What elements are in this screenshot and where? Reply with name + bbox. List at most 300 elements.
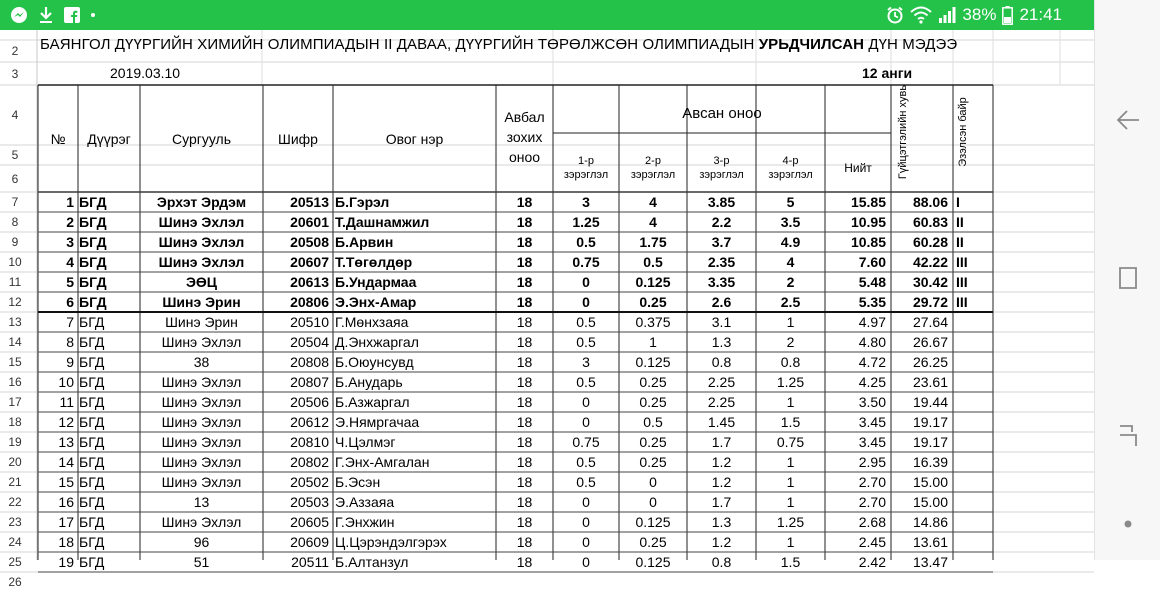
- cell-code[interactable]: 20605: [290, 514, 329, 530]
- cell-total[interactable]: 5.35: [858, 294, 886, 310]
- cell-t2[interactable]: 4: [649, 194, 657, 210]
- sheet-title: [40, 36, 957, 53]
- cell-code[interactable]: 20808: [290, 354, 329, 370]
- row-number[interactable]: 9: [11, 235, 19, 249]
- cell-district[interactable]: БГД: [79, 454, 105, 470]
- status-left: [10, 5, 96, 25]
- cell-pct[interactable]: 60.83: [912, 214, 948, 230]
- cell-t1[interactable]: 1.25: [572, 214, 600, 230]
- cell-name[interactable]: Б.Арвин: [335, 234, 394, 250]
- cell-t1[interactable]: 0: [582, 394, 590, 410]
- cell-t3[interactable]: 1.7: [711, 494, 732, 510]
- battery-percent: 38%: [962, 5, 997, 24]
- cell-t2[interactable]: 0.25: [639, 434, 667, 450]
- cell-t2[interactable]: 0.25: [639, 454, 667, 470]
- cell-no[interactable]: 2: [66, 214, 74, 230]
- cell-code[interactable]: 20613: [290, 274, 329, 290]
- cell-name[interactable]: Б.Алтанзул: [335, 554, 409, 570]
- cell-name[interactable]: Б.Гэрэл: [335, 194, 390, 210]
- title-normal: БАЯНГОЛ ДҮҮРГИЙН ХИМИЙН ОЛИМПИАДЫН II ДАВАА, ДҮҮРГИЙН ТӨРӨЛЖСӨН ОЛИМПИАДЫН: [40, 36, 759, 53]
- row-number[interactable]: 2: [11, 44, 19, 58]
- cell-total[interactable]: 2.95: [858, 454, 886, 470]
- cell-t2[interactable]: 0: [649, 494, 657, 510]
- cell-district[interactable]: БГД: [79, 234, 107, 250]
- row-number[interactable]: 26: [8, 575, 22, 589]
- cell-district[interactable]: БГД: [79, 494, 105, 510]
- header-task4-a: 4-р: [782, 155, 799, 167]
- cell-t3[interactable]: 2.2: [711, 214, 732, 230]
- row-number[interactable]: 15: [8, 355, 22, 369]
- cell-t1[interactable]: 0: [582, 414, 590, 430]
- cell-max[interactable]: 18: [516, 334, 533, 350]
- row-number[interactable]: 20: [8, 455, 22, 469]
- grade-cell[interactable]: 12 анги: [862, 65, 913, 81]
- battery-icon: [1002, 6, 1013, 25]
- cell-name[interactable]: Ч.Цэлмэг: [335, 434, 396, 450]
- cell-t1[interactable]: 3: [582, 194, 590, 210]
- row-number[interactable]: 14: [8, 335, 22, 349]
- cell-code[interactable]: 20510: [290, 314, 329, 330]
- row-number[interactable]: 25: [8, 555, 22, 569]
- cell-t2[interactable]: 1: [649, 334, 657, 350]
- cell-total[interactable]: 2.70: [858, 474, 886, 490]
- menu-icon[interactable]: [1112, 420, 1144, 452]
- cell-code[interactable]: 20504: [290, 334, 329, 350]
- cell-code[interactable]: 20601: [290, 214, 329, 230]
- cell-max[interactable]: 18: [516, 514, 533, 530]
- cell-t1[interactable]: 0: [582, 534, 590, 550]
- cell-district[interactable]: БГД: [79, 394, 105, 410]
- cell-total[interactable]: 4.25: [858, 374, 886, 390]
- cell-code[interactable]: 20607: [290, 254, 329, 270]
- cell-pct[interactable]: 14.86: [912, 514, 948, 530]
- header-task3-b: зэрэглэл: [699, 169, 744, 181]
- cell-pct[interactable]: 15.00: [912, 474, 948, 490]
- cell-pct[interactable]: 16.39: [912, 454, 948, 470]
- alarm-icon: [886, 6, 904, 24]
- cell-t3[interactable]: 3.85: [707, 194, 736, 210]
- header-task1-a: 1-р: [578, 155, 594, 167]
- cell-max[interactable]: 18: [516, 534, 533, 550]
- cell-pct[interactable]: 19.17: [912, 414, 948, 430]
- cell-pct[interactable]: 19.44: [912, 394, 948, 410]
- cell-place[interactable]: III: [956, 294, 968, 310]
- header-percent: Гүйцэтгэлийн хувь: [897, 84, 909, 180]
- cell-max[interactable]: 18: [516, 434, 533, 450]
- cell-school[interactable]: Шинэ Эхлэл: [161, 514, 242, 530]
- cell-t2[interactable]: 0.25: [639, 294, 667, 310]
- header-task2-a: 2-р: [645, 155, 661, 167]
- cell-school[interactable]: Шинэ Эрин: [162, 294, 241, 310]
- cell-district[interactable]: БГД: [79, 374, 105, 390]
- dot-icon: [90, 12, 96, 18]
- cell-school[interactable]: Шинэ Эхлэл: [158, 254, 245, 270]
- cell-name[interactable]: Б.Азжаргал: [335, 394, 410, 410]
- cell-t3[interactable]: 3.7: [711, 234, 732, 250]
- cell-district[interactable]: БГД: [79, 554, 105, 570]
- cell-t4[interactable]: 2.5: [780, 294, 801, 310]
- cell-max[interactable]: 18: [516, 294, 533, 310]
- cell-t1[interactable]: 0.5: [576, 374, 596, 390]
- cell-t4[interactable]: 1.25: [776, 514, 805, 530]
- back-icon[interactable]: [1112, 104, 1144, 136]
- header-max-2: зохих: [506, 129, 543, 145]
- cell-max[interactable]: 18: [516, 254, 533, 270]
- cell-code[interactable]: 20807: [290, 374, 329, 390]
- cell-school[interactable]: Шинэ Эрин: [165, 314, 238, 330]
- cell-no[interactable]: 9: [66, 354, 74, 370]
- cell-code[interactable]: 20511: [291, 554, 329, 570]
- cell-name[interactable]: Б.Оюунсувд: [335, 354, 414, 370]
- cell-t2[interactable]: 4: [649, 214, 657, 230]
- cell-no[interactable]: 15: [58, 474, 74, 490]
- cell-school[interactable]: Эрхэт Эрдэм: [156, 194, 247, 210]
- cell-no[interactable]: 16: [58, 494, 74, 510]
- cell-pct[interactable]: 26.67: [912, 334, 948, 350]
- cell-district[interactable]: БГД: [79, 514, 105, 530]
- cell-school[interactable]: 51: [193, 554, 210, 570]
- row-number[interactable]: 8: [11, 215, 19, 229]
- cell-name[interactable]: Д.Энхжаргал: [335, 334, 419, 350]
- cell-total[interactable]: 2.42: [858, 554, 886, 570]
- cell-t2[interactable]: 0.125: [635, 274, 671, 290]
- cell-school[interactable]: ЭӨЦ: [185, 274, 218, 290]
- cell-school[interactable]: Шинэ Эхлэл: [161, 454, 242, 470]
- cell-t4[interactable]: 5: [786, 194, 795, 210]
- cell-district[interactable]: БГД: [79, 274, 107, 290]
- cell-school[interactable]: Шинэ Эхлэл: [161, 474, 242, 490]
- cell-school[interactable]: Шинэ Эхлэл: [161, 434, 242, 450]
- cell-max[interactable]: 18: [516, 214, 533, 230]
- cell-t4[interactable]: 0.8: [780, 354, 801, 370]
- row-number[interactable]: 4: [11, 108, 19, 122]
- row-number[interactable]: 21: [8, 475, 22, 489]
- cell-t4[interactable]: 1.5: [780, 414, 801, 430]
- cell-t3[interactable]: 1.7: [711, 434, 732, 450]
- cell-name[interactable]: Г.Энх-Амгалан: [335, 454, 430, 470]
- cell-t3[interactable]: 2.6: [711, 294, 732, 310]
- cell-pct[interactable]: 13.47: [912, 554, 948, 570]
- cell-no[interactable]: 10: [58, 374, 74, 390]
- cell-no[interactable]: 7: [66, 314, 74, 330]
- cell-pct[interactable]: 29.72: [912, 294, 948, 310]
- cell-t1[interactable]: 0: [582, 554, 590, 570]
- cell-t3[interactable]: 2.25: [707, 374, 736, 390]
- cell-name[interactable]: Б.Ундармаа: [335, 274, 417, 290]
- cell-name[interactable]: Э.Нямргачаа: [335, 414, 420, 430]
- cell-t1[interactable]: 0: [582, 514, 590, 530]
- header-earned: Авсан оноо: [682, 105, 762, 122]
- cell-t4[interactable]: 1.5: [780, 554, 801, 570]
- cell-t1[interactable]: 0.75: [572, 434, 600, 450]
- row-number[interactable]: 23: [8, 515, 22, 529]
- cell-total[interactable]: 4.97: [858, 314, 886, 330]
- cell-total[interactable]: 2.45: [858, 534, 886, 550]
- cell-t1[interactable]: 0.5: [576, 314, 596, 330]
- cell-name[interactable]: Т.Төгөлдөр: [335, 254, 413, 270]
- cell-t4[interactable]: 1.25: [776, 374, 805, 390]
- header-district: Дүүрэг: [87, 131, 131, 147]
- cell-pct[interactable]: 88.06: [912, 194, 948, 210]
- cell-code[interactable]: 20612: [290, 414, 329, 430]
- cell-school[interactable]: 38: [193, 354, 210, 370]
- cell-max[interactable]: 18: [516, 274, 533, 290]
- cell-total[interactable]: 10.95: [850, 214, 886, 230]
- navigation-bar: [1094, 0, 1160, 560]
- cell-t1[interactable]: 0.75: [572, 254, 600, 270]
- cell-total[interactable]: 3.50: [858, 394, 886, 410]
- cell-school[interactable]: Шинэ Эхлэл: [158, 214, 245, 230]
- status-right: [886, 4, 1062, 26]
- row-number[interactable]: 3: [11, 66, 19, 81]
- header-task3-a: 3-р: [713, 155, 730, 167]
- cell-t3[interactable]: 0.8: [711, 354, 732, 370]
- signal-icon: [938, 6, 956, 24]
- cell-district[interactable]: БГД: [79, 434, 105, 450]
- cell-district[interactable]: БГД: [79, 254, 107, 270]
- cell-t1[interactable]: 0.5: [576, 234, 596, 250]
- cell-code[interactable]: 20806: [290, 294, 329, 310]
- header-school: Сургууль: [171, 131, 231, 147]
- header-max-1: Авбал: [504, 109, 545, 125]
- row-number[interactable]: 5: [11, 148, 19, 162]
- dot-icon[interactable]: [1112, 508, 1144, 540]
- header-no: №: [50, 131, 66, 147]
- cell-t4[interactable]: 2: [786, 334, 795, 350]
- row-number[interactable]: 22: [8, 495, 22, 509]
- cell-t3[interactable]: 1.2: [711, 534, 732, 550]
- cell-code[interactable]: 20508: [290, 234, 329, 250]
- header-code: Шифр: [278, 131, 318, 147]
- cell-pct[interactable]: 13.61: [912, 534, 948, 550]
- header-total: Нийт: [844, 161, 872, 175]
- cell-t3[interactable]: 2.35: [707, 254, 736, 270]
- cell-t2[interactable]: 0.5: [643, 414, 663, 430]
- cell-max[interactable]: 18: [516, 194, 533, 210]
- cell-pct[interactable]: 23.61: [912, 374, 948, 390]
- cell-pct[interactable]: 26.25: [912, 354, 948, 370]
- cell-t2[interactable]: 0.125: [635, 354, 671, 370]
- cell-t4[interactable]: 1: [786, 494, 795, 510]
- cell-district[interactable]: БГД: [79, 314, 105, 330]
- row-number[interactable]: 6: [11, 171, 19, 186]
- header-place: Эзэлсэн байр: [957, 97, 969, 167]
- cell-t4[interactable]: 4: [786, 254, 795, 270]
- cell-no[interactable]: 11: [59, 394, 74, 410]
- cell-total[interactable]: 2.70: [858, 494, 886, 510]
- cell-school[interactable]: Шинэ Эхлэл: [161, 394, 242, 410]
- cell-t2[interactable]: 1.75: [639, 234, 667, 250]
- cell-code[interactable]: 20513: [290, 194, 329, 210]
- date-cell[interactable]: 2019.03.10: [110, 65, 181, 81]
- recents-icon[interactable]: [1112, 262, 1144, 294]
- cell-school[interactable]: 13: [193, 494, 210, 510]
- facebook-icon: [64, 7, 80, 23]
- cell-no[interactable]: 17: [58, 514, 74, 530]
- cell-t2[interactable]: 0.375: [635, 314, 671, 330]
- cell-total[interactable]: 3.45: [858, 414, 886, 430]
- cell-name[interactable]: Г.Энхжин: [335, 514, 395, 530]
- cell-t3[interactable]: 1.3: [711, 334, 732, 350]
- cell-school[interactable]: Шинэ Эхлэл: [161, 414, 242, 430]
- cell-t4[interactable]: 2: [786, 274, 795, 290]
- cell-t3[interactable]: 2.25: [707, 394, 736, 410]
- cell-name[interactable]: Г.Мөнхзаяа: [335, 314, 409, 330]
- wifi-icon: [910, 6, 932, 24]
- cell-school[interactable]: Шинэ Эхлэл: [158, 234, 245, 250]
- cell-no[interactable]: 13: [58, 434, 74, 450]
- cell-max[interactable]: 18: [516, 374, 533, 390]
- cell-pct[interactable]: 60.28: [912, 234, 948, 250]
- cell-no[interactable]: 5: [66, 274, 74, 290]
- cell-t2[interactable]: 0.5: [643, 254, 663, 270]
- cell-max[interactable]: 18: [516, 474, 533, 490]
- cell-t3[interactable]: 1.2: [711, 454, 732, 470]
- cell-max[interactable]: 18: [516, 414, 533, 430]
- cell-max[interactable]: 18: [516, 314, 533, 330]
- cell-total[interactable]: 4.80: [858, 334, 886, 350]
- cell-t2[interactable]: 0.25: [639, 534, 667, 550]
- row-number[interactable]: 24: [8, 535, 22, 549]
- cell-no[interactable]: 18: [58, 534, 74, 550]
- cell-t1[interactable]: 0: [582, 494, 590, 510]
- cell-t3[interactable]: 3.35: [707, 274, 736, 290]
- cell-name[interactable]: Э.Энх-Амар: [335, 294, 417, 310]
- cell-pct[interactable]: 15.00: [912, 494, 948, 510]
- title-bold: УРЬДЧИЛСАН: [758, 36, 865, 53]
- cell-t2[interactable]: 0.25: [639, 374, 667, 390]
- cell-pct[interactable]: 19.17: [912, 434, 948, 450]
- messenger-icon: [10, 6, 28, 24]
- cell-pct[interactable]: 27.64: [912, 314, 948, 330]
- cell-total[interactable]: 5.48: [858, 274, 886, 290]
- row-number[interactable]: 19: [8, 435, 22, 449]
- cell-code[interactable]: 20802: [290, 454, 329, 470]
- cell-place[interactable]: II: [956, 214, 964, 230]
- header-task1-b: зэрэглэл: [563, 169, 609, 181]
- header-name: Овог нэр: [385, 131, 444, 147]
- cell-place[interactable]: III: [956, 254, 968, 270]
- cell-max[interactable]: 18: [516, 354, 533, 370]
- cell-school[interactable]: Шинэ Эхлэл: [161, 334, 242, 350]
- cell-t1[interactable]: 0.5: [576, 334, 596, 350]
- cell-t3[interactable]: 3.1: [711, 314, 732, 330]
- cell-t4[interactable]: 4.9: [780, 234, 801, 250]
- cell-name[interactable]: Э.Аззаяа: [335, 494, 395, 510]
- cell-code[interactable]: 20810: [290, 434, 329, 450]
- cell-name[interactable]: Б.Эсэн: [335, 474, 381, 490]
- cell-t1[interactable]: 0.5: [576, 474, 596, 490]
- cell-district[interactable]: БГД: [79, 294, 107, 310]
- cell-name[interactable]: Т.Дашнамжил: [335, 214, 430, 230]
- row-number[interactable]: 18: [8, 415, 22, 429]
- cell-t1[interactable]: 0: [582, 274, 590, 290]
- row-number[interactable]: 13: [8, 315, 22, 329]
- row-number[interactable]: 7: [11, 195, 19, 209]
- cell-t3[interactable]: 1.3: [711, 514, 732, 530]
- cell-t2[interactable]: 0.125: [635, 514, 671, 530]
- cell-total[interactable]: 15.85: [850, 194, 886, 210]
- cell-no[interactable]: 1: [66, 194, 74, 210]
- cell-name[interactable]: Б.Анударь: [335, 374, 403, 390]
- cell-district[interactable]: БГД: [79, 534, 105, 550]
- cell-t4[interactable]: 3.5: [780, 214, 801, 230]
- cell-school[interactable]: Шинэ Эхлэл: [161, 374, 242, 390]
- spreadsheet[interactable]: [0, 30, 1094, 589]
- cell-school[interactable]: 96: [193, 534, 210, 550]
- cell-total[interactable]: 7.60: [858, 254, 886, 270]
- cell-district[interactable]: БГД: [79, 334, 105, 350]
- cell-t4[interactable]: 1: [786, 314, 795, 330]
- cell-code[interactable]: 20503: [290, 494, 329, 510]
- cell-code[interactable]: 20506: [290, 394, 329, 410]
- cell-district[interactable]: БГД: [79, 194, 107, 210]
- row-number[interactable]: 12: [8, 295, 22, 309]
- cell-total[interactable]: 2.68: [858, 514, 886, 530]
- cell-t1[interactable]: 0: [582, 294, 590, 310]
- cell-no[interactable]: 8: [66, 334, 74, 350]
- cell-max[interactable]: 18: [516, 494, 533, 510]
- cell-t2[interactable]: 0.25: [639, 394, 667, 410]
- cell-t3[interactable]: 1.2: [711, 474, 732, 490]
- cell-t4[interactable]: 1: [786, 454, 795, 470]
- header-task2-b: зэрэглэл: [630, 169, 676, 181]
- cell-district[interactable]: БГД: [79, 214, 107, 230]
- cell-t3[interactable]: 1.45: [707, 414, 736, 430]
- cell-t1[interactable]: 3: [582, 354, 590, 370]
- cell-t1[interactable]: 0.5: [576, 454, 596, 470]
- cell-no[interactable]: 4: [66, 254, 74, 270]
- cell-total[interactable]: 10.85: [850, 234, 886, 250]
- cell-t2[interactable]: 0: [649, 474, 657, 490]
- cell-t4[interactable]: 1: [786, 474, 795, 490]
- cell-max[interactable]: 18: [516, 454, 533, 470]
- cell-place[interactable]: II: [956, 234, 964, 250]
- cell-total[interactable]: 4.72: [858, 354, 886, 370]
- cell-t3[interactable]: 0.8: [711, 554, 732, 570]
- cell-name[interactable]: Ц.Цэрэндэлгэрэх: [335, 534, 447, 550]
- cell-max[interactable]: 18: [516, 394, 533, 410]
- cell-t4[interactable]: 1: [786, 534, 795, 550]
- cell-code[interactable]: 20609: [290, 534, 329, 550]
- cell-max[interactable]: 18: [516, 554, 533, 570]
- status-bar: [0, 0, 1094, 30]
- cell-max[interactable]: 18: [516, 234, 533, 250]
- cell-t4[interactable]: 0.75: [776, 434, 805, 450]
- cell-code[interactable]: 20502: [290, 474, 329, 490]
- cell-pct[interactable]: 42.22: [912, 254, 948, 270]
- row-number[interactable]: 11: [8, 275, 22, 289]
- cell-pct[interactable]: 30.42: [912, 274, 948, 290]
- cell-no[interactable]: 14: [58, 454, 74, 470]
- cell-place[interactable]: III: [956, 274, 968, 290]
- cell-district[interactable]: БГД: [79, 354, 105, 370]
- row-number[interactable]: 10: [8, 255, 22, 269]
- row-number[interactable]: 17: [8, 395, 22, 409]
- cell-total[interactable]: 3.45: [858, 434, 886, 450]
- cell-district[interactable]: БГД: [79, 474, 105, 490]
- row-number[interactable]: 16: [8, 375, 22, 389]
- cell-no[interactable]: 12: [58, 414, 74, 430]
- cell-district[interactable]: БГД: [79, 414, 105, 430]
- cell-t4[interactable]: 1: [786, 394, 795, 410]
- header-max-3: оноо: [508, 149, 541, 165]
- cell-place[interactable]: I: [956, 194, 960, 210]
- cell-no[interactable]: 6: [66, 294, 74, 310]
- cell-no[interactable]: 3: [66, 234, 74, 250]
- cell-no[interactable]: 19: [58, 554, 74, 570]
- cell-t2[interactable]: 0.125: [635, 554, 671, 570]
